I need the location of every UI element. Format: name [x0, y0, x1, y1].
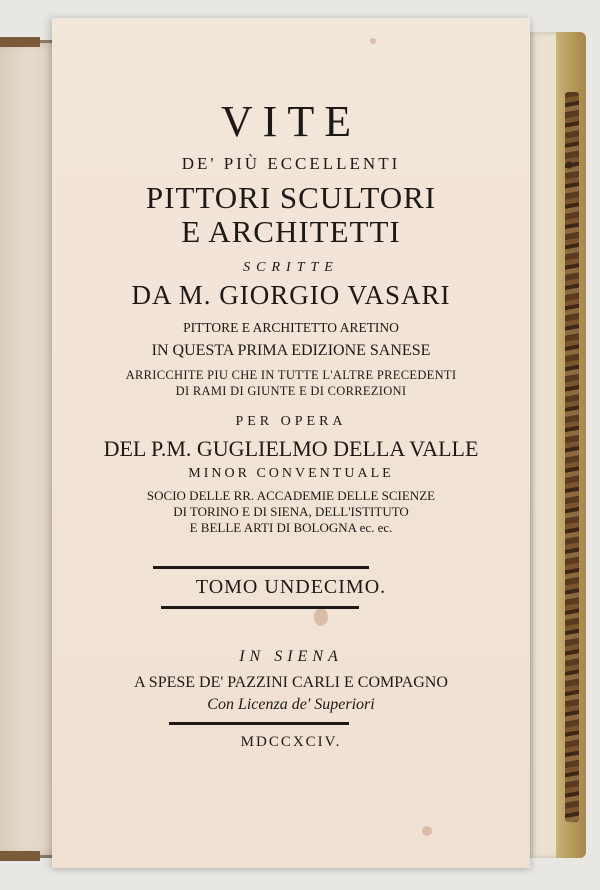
scritte-text: SCRITTE — [243, 260, 339, 275]
title-page — [52, 18, 530, 868]
imprint-publisher: A SPESE DE' PAZZINI CARLI E COMPAGNO — [134, 674, 448, 691]
book-spine — [556, 32, 586, 858]
foxing-stain — [314, 608, 328, 626]
society-line1: SOCIO DELLE RR. ACCADEMIE DELLE SCIENZE — [146, 488, 436, 503]
book-main-title-line1: PITTORI SCULTORI — [145, 180, 437, 215]
enrichment-line2: DI RAMI DI GIUNTE E DI CORREZIONI — [175, 384, 407, 398]
author-role: PITTORE E ARCHITETTO ARETINO — [183, 320, 399, 335]
imprint-license: Con Licenza de' Superiori — [207, 696, 375, 713]
divider-rule — [161, 606, 359, 609]
book-title: VITE — [220, 97, 362, 146]
book-main-title-line2: E ARCHITETTI — [181, 214, 401, 249]
imprint-date: MDCCXCIV. — [240, 734, 342, 750]
marbled-leather — [565, 92, 579, 822]
enrichment-line1: ARRICCHITE PIU CHE IN TUTTE L'ALTRE PRECEDENTI — [125, 368, 457, 382]
divider-rule — [169, 722, 349, 725]
per-opera-text: PER OPERA — [235, 414, 347, 429]
editor-name: DEL P.M. GUGLIELMO DELLA VALLE — [103, 436, 479, 461]
foxing-stain — [422, 826, 432, 836]
cover-leather-corner — [0, 851, 40, 861]
society-line2: DI TORINO E DI SIENA, DELL'ISTITUTO — [173, 504, 409, 519]
divider-rule — [153, 566, 369, 569]
society-line3: E BELLE ARTI DI BOLOGNA ec. ec. — [189, 520, 393, 535]
foxing-stain — [370, 38, 376, 44]
editor-order: MINOR CONVENTUALE — [188, 466, 394, 481]
book-subtitle: DE' PIÙ ECCELLENTI — [181, 154, 401, 173]
cover-leather-corner — [0, 37, 40, 47]
author-name: DA M. GIORGIO VASARI — [131, 280, 451, 310]
volume-label: TOMO UNDECIMO. — [195, 576, 387, 598]
imprint-place: IN SIENA — [239, 648, 343, 665]
edition-statement: IN QUESTA PRIMA EDIZIONE SANESE — [151, 342, 431, 359]
